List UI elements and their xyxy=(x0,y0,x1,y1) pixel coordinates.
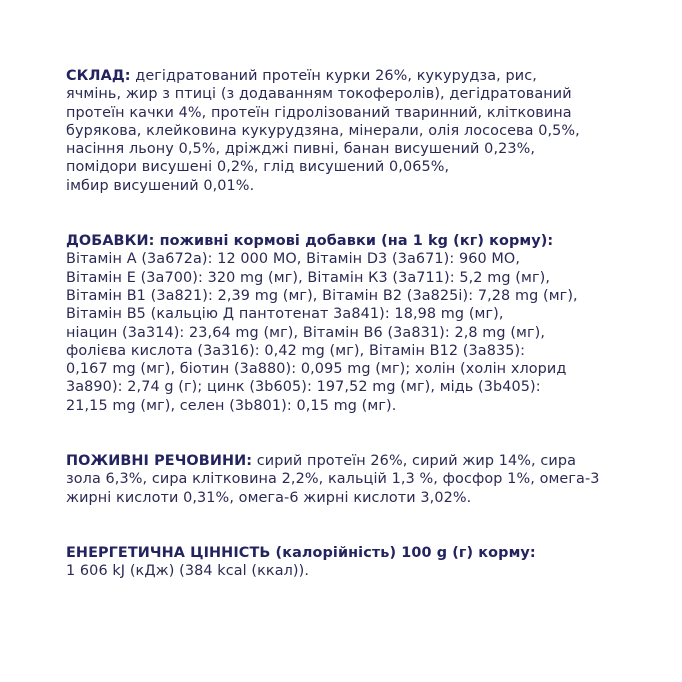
nutrients-text: сирий протеїн 26%, сирий жир 14%, сира xyxy=(252,453,577,470)
nutrients-section xyxy=(66,452,636,507)
composition-text: дегідратований протеїн курки 26%, кукурудза, рис, xyxy=(130,68,537,84)
composition-section xyxy=(66,67,636,195)
nutrients-line-1 xyxy=(66,452,636,470)
additives-line-5: ніацин (3a314): 23,64 mg (мг), Вітамін В6 (3a831): 2,8 mg (мг), xyxy=(66,324,546,341)
composition-line-5: насіння льону 0,5%, дріжджі пивні, банан висушений 0,23%, xyxy=(66,141,536,158)
composition-line-2: ячмінь, жир з птиці (з додаванням токоферолів), дегідратований xyxy=(66,86,572,103)
additives-line-9: 21,15 mg (мг), селен (3b801): 0,15 mg (мг). xyxy=(66,397,397,414)
additives-line-6: фолієва кислота (3a316): 0,42 mg (мг), Вітамін В12 (3a835): xyxy=(66,342,526,359)
nutrients-line-2: зола 6,3%, сира клітковина 2,2%, кальцій 1,3 %, фосфор 1%, омега-3 xyxy=(66,471,600,488)
nutrients-line-3: жирні кислоти 0,31%, омега-6 жирні кислоти 3,02%. xyxy=(66,489,472,506)
additives-line-1: Вітамін А (3a672a): 12 000 МО, Вітамін D3 (3a671): 960 МО, xyxy=(66,251,521,268)
additives-section xyxy=(66,232,636,415)
energy-value: 1 606 kJ (кДж) (384 kcal (ккал)). xyxy=(66,563,310,580)
composition-line-6: помідори висушені 0,2%, глід висушений 0,065%, xyxy=(66,159,450,176)
composition-line-4: бурякова, клейковина кукурудзяна, мінерали, олія лососева 0,5%, xyxy=(66,122,580,139)
nutrients-label: ПОЖИВНІ РЕЧОВИНИ: xyxy=(66,453,253,470)
additives-label: ДОБАВКИ: поживні кормові добавки (на 1 kg (кг) корму): xyxy=(66,233,554,250)
additives-line-3: Вітамін В1 (3a821): 2,39 mg (мг), Вітамін В2 (3a825i): 7,28 mg (мг), xyxy=(66,287,578,304)
additives-line-4: Вітамін В5 (кальцію Д пантотенат 3a841): 18,98 mg (мг), xyxy=(66,306,504,323)
composition-line-3: протеїн качки 4%, протеїн гідролізований тваринний, клітковина xyxy=(66,104,572,121)
composition-label: СКЛАД: xyxy=(66,68,131,84)
energy-label: ЕНЕРГЕТИЧНА ЦІННІСТЬ (калорійність) 100 g (г) корму: xyxy=(66,544,536,561)
composition-line-7: імбир висушений 0,01%. xyxy=(66,177,255,194)
product-info-page xyxy=(66,67,636,581)
composition-line-1 xyxy=(66,67,636,85)
additives-line-7: 0,167 mg (мг), біотин (3a880): 0,095 mg (мг); холін (холін хлорид xyxy=(66,361,567,378)
additives-line-2: Вітамін Е (3a700): 320 mg (мг), Вітамін К3 (3a711): 5,2 mg (мг), xyxy=(66,269,550,286)
additives-line-8: 3a890): 2,74 g (г); цинк (3b605): 197,52 mg (мг), мідь (3b405): xyxy=(66,379,541,396)
energy-section xyxy=(66,544,636,581)
